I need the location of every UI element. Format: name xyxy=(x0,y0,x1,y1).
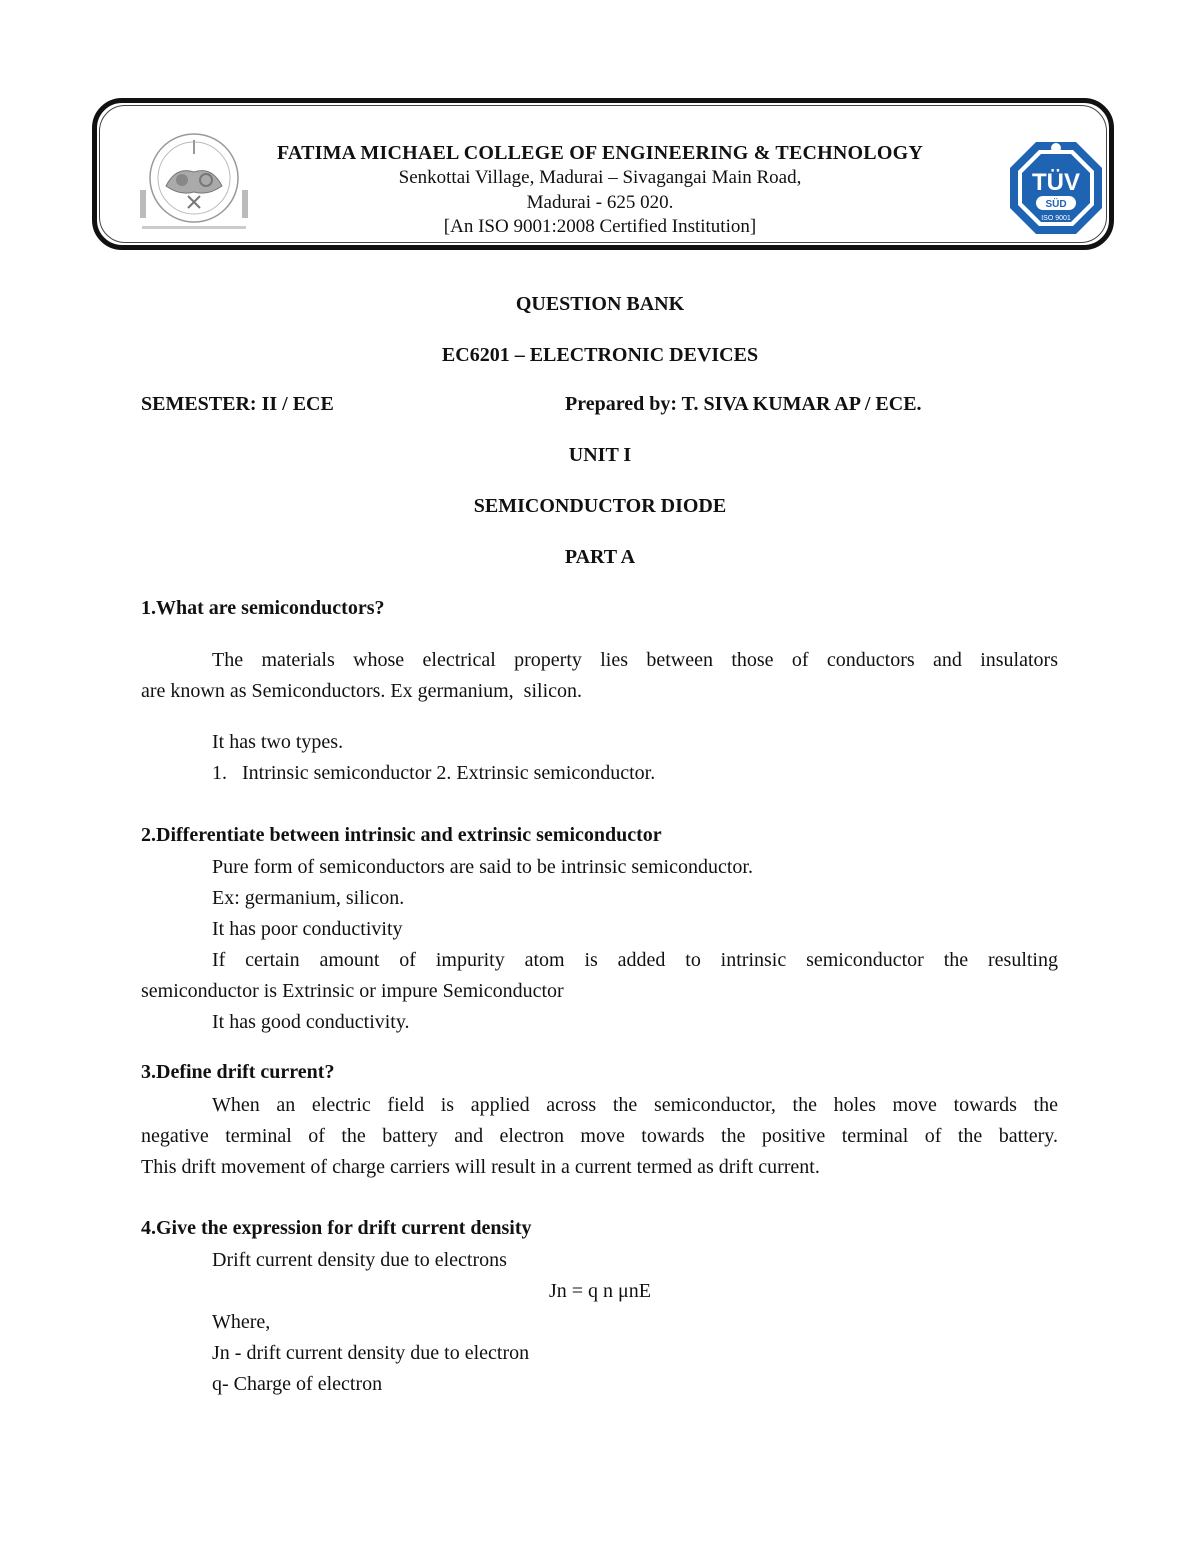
answer-2-line-5: semiconductor is Extrinsic or impure Semiconductor xyxy=(141,980,564,1002)
answer-1-line-2: are known as Semiconductors. Ex germanium, silicon. xyxy=(141,680,583,702)
question-4-heading: 4.Give the expression for drift current density xyxy=(141,1217,532,1239)
answer-1-line-1: The materials whose electrical property lies between those of conductors and insulators xyxy=(212,649,1058,671)
part-label: PART A xyxy=(564,546,636,568)
answer-4-definition-2: q- Charge of electron xyxy=(212,1373,383,1395)
college-address-line-1: Senkottai Village, Madurai – Sivagangai Main Road, xyxy=(398,167,802,188)
answer-3-line-2: negative terminal of the battery and electron move towards the positive terminal of the battery. xyxy=(141,1125,1058,1147)
answer-3-line-1: When an electric field is applied across the semiconductor, the holes move towards the xyxy=(212,1094,1058,1116)
tuv-logo-text: TÜV xyxy=(1032,169,1080,196)
answer-4-line-1: Drift current density due to electrons xyxy=(212,1249,507,1271)
answer-2-line-6: It has good conductivity. xyxy=(212,1011,410,1033)
answer-4-where: Where, xyxy=(212,1311,271,1333)
question-1-heading: 1.What are semiconductors? xyxy=(141,597,385,619)
question-3-heading: 3.Define drift current? xyxy=(141,1061,335,1083)
prepared-by-label: Prepared by: T. SIVA KUMAR AP / ECE. xyxy=(565,393,922,415)
unit-label: UNIT I xyxy=(568,444,632,466)
answer-1-types-intro: It has two types. xyxy=(212,731,344,753)
answer-2-line-3: It has poor conductivity xyxy=(212,918,403,940)
unit-title: SEMICONDUCTOR DIODE xyxy=(473,495,727,517)
doc-title: QUESTION BANK xyxy=(515,293,685,315)
answer-4-definition-1: Jn - drift current density due to electron xyxy=(212,1342,530,1364)
iso-certification-line: [An ISO 9001:2008 Certified Institution] xyxy=(443,216,757,237)
answer-2-line-4: If certain amount of impurity atom is added to intrinsic semiconductor the resulting xyxy=(212,949,1058,971)
answer-3-line-3: This drift movement of charge carriers will result in a current termed as drift current. xyxy=(141,1156,820,1178)
answer-1-types-list: 1. Intrinsic semiconductor 2. Extrinsic semiconductor. xyxy=(212,762,656,784)
answer-2-line-1: Pure form of semiconductors are said to be intrinsic semiconductor. xyxy=(212,856,753,878)
question-2-heading: 2.Differentiate between intrinsic and extrinsic semiconductor xyxy=(141,824,662,846)
college-address-line-2: Madurai - 625 020. xyxy=(526,192,674,213)
college-name: FATIMA MICHAEL COLLEGE OF ENGINEERING & TECHNOLOGY xyxy=(276,142,923,164)
tuv-certification-icon xyxy=(1008,140,1104,236)
course-title: EC6201 – ELECTRONIC DEVICES xyxy=(441,344,759,366)
tuv-logo-iso: ISO 9001 xyxy=(1041,215,1071,222)
tuv-logo-sub: SÜD xyxy=(1045,199,1067,210)
semester-label: SEMESTER: II / ECE xyxy=(141,393,334,415)
drift-current-equation: Jn = q n μnE xyxy=(548,1280,651,1302)
answer-2-line-2: Ex: germanium, silicon. xyxy=(212,887,405,909)
